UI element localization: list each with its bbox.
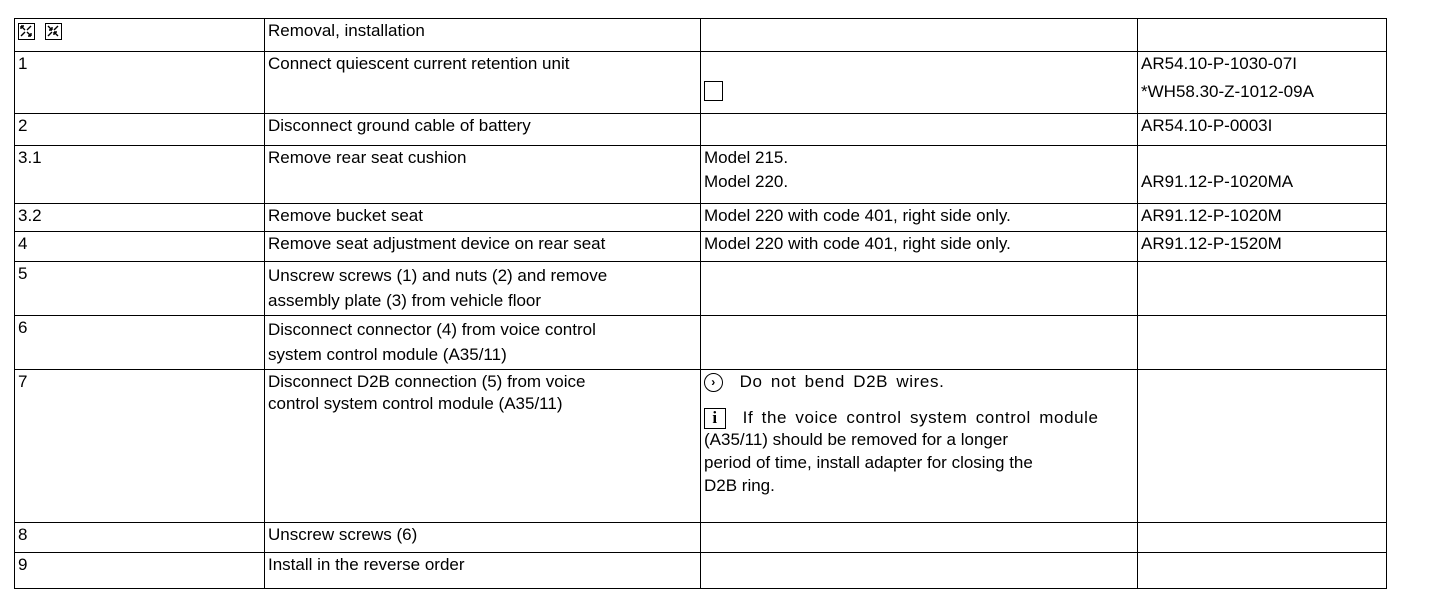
procedure-table xyxy=(14,18,1387,589)
warning-icon: › xyxy=(704,373,723,392)
reference-link[interactable]: AR54.10-P-0003I xyxy=(1141,116,1273,135)
note-cell: Model 220 with code 401, right side only. xyxy=(701,232,1138,262)
table-row xyxy=(15,553,1387,589)
table-row xyxy=(15,232,1387,262)
note-cell: Model 220 with code 401, right side only. xyxy=(701,204,1138,232)
task-text: Install in the reverse order xyxy=(265,553,701,589)
reference-cell xyxy=(1138,146,1387,204)
reference-cell xyxy=(1138,52,1387,114)
header-title: Removal, installation xyxy=(265,19,701,52)
task-text: Unscrew screws (6) xyxy=(265,523,701,553)
reference-cell xyxy=(1138,232,1387,262)
table-row xyxy=(15,262,1387,316)
reference-link[interactable]: AR91.12-P-1520M xyxy=(1141,234,1282,253)
step-number: 8 xyxy=(15,523,265,553)
step-number: 9 xyxy=(15,553,265,589)
info-icon: i xyxy=(704,408,726,429)
step-number: 1 xyxy=(15,52,265,114)
reference-link[interactable]: AR91.12-P-1020M xyxy=(1141,206,1282,225)
step-number: 7 xyxy=(15,370,265,523)
table-row xyxy=(15,523,1387,553)
step-number: 2 xyxy=(15,114,265,146)
task-text: Remove bucket seat xyxy=(265,204,701,232)
task-text: Disconnect D2B connection (5) from voice control system control module (A35/11) xyxy=(265,370,701,523)
note-cell: › Do not bend D2B wires. i If the voice control system control module (A35/11) should be removed for a longer period of time, install adapter for closing the D2B ring. xyxy=(701,370,1138,523)
table-row xyxy=(15,146,1387,204)
warning-text: Do not bend D2B wires. xyxy=(739,372,945,391)
reference-cell xyxy=(1138,114,1387,146)
task-text: Unscrew screws (1) and nuts (2) and remove assembly plate (3) from vehicle floor xyxy=(265,262,701,316)
reference-cell xyxy=(1138,204,1387,232)
reference-link[interactable]: AR54.10-P-1030-07I xyxy=(1141,54,1297,73)
task-text: Remove rear seat cushion xyxy=(265,146,701,204)
wrench-tool-icon xyxy=(704,81,723,101)
step-number: 5 xyxy=(15,262,265,316)
step-number: 3.2 xyxy=(15,204,265,232)
table-row xyxy=(15,316,1387,370)
table-row xyxy=(15,204,1387,232)
info-text: If the voice control system control module xyxy=(742,408,1099,427)
task-text: Disconnect ground cable of battery xyxy=(265,114,701,146)
reference-link[interactable]: *WH58.30-Z-1012-09A xyxy=(1141,82,1314,101)
step-number: 6 xyxy=(15,316,265,370)
expand-icon[interactable] xyxy=(18,23,35,40)
note-cell xyxy=(701,52,1138,114)
table-row xyxy=(15,52,1387,114)
step-number: 4 xyxy=(15,232,265,262)
task-text: Remove seat adjustment device on rear seat xyxy=(265,232,701,262)
header-icons-cell xyxy=(15,19,265,52)
collapse-icon[interactable] xyxy=(45,23,62,40)
task-text: Connect quiescent current retention unit xyxy=(265,52,701,114)
note-cell: Model 215. Model 220. xyxy=(701,146,1138,204)
step-number: 3.1 xyxy=(15,146,265,204)
header-row xyxy=(15,19,1387,52)
table-row xyxy=(15,114,1387,146)
table-row xyxy=(15,370,1387,523)
reference-link[interactable]: AR91.12-P-1020MA xyxy=(1141,172,1294,191)
task-text: Disconnect connector (4) from voice control system control module (A35/11) xyxy=(265,316,701,370)
